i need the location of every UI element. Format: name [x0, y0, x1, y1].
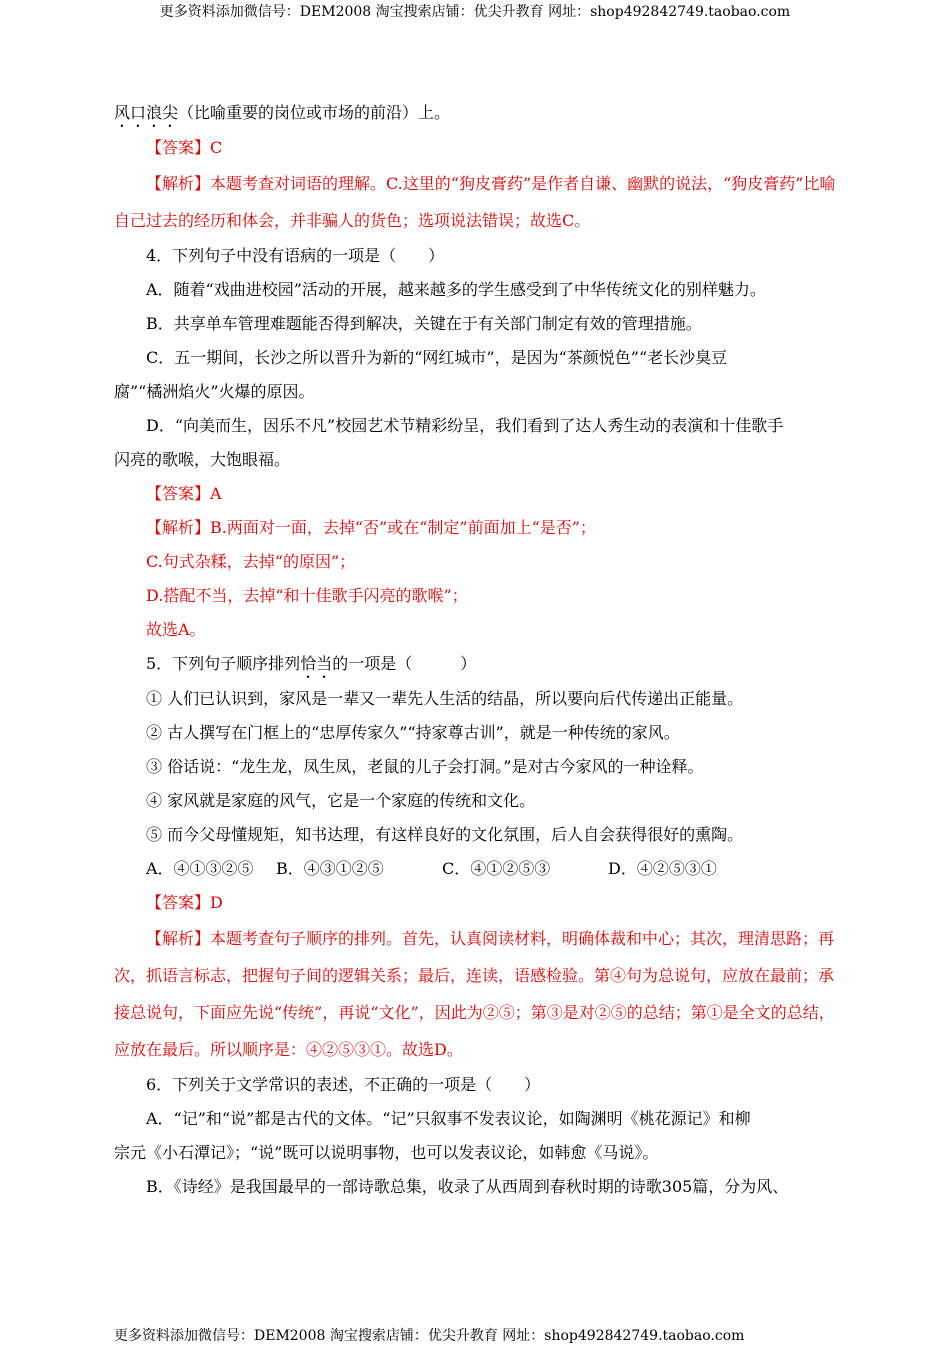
q6-stem: 6．下列关于文学常识的表述，不正确的一项是（ ）: [146, 1075, 541, 1094]
q5-sentence-1: ① 人们已认识到，家风是一辈又一辈先人生活的结晶，所以要向后代传递出正能量。: [146, 689, 744, 708]
document-body: [114, 96, 836, 1204]
q5-options: [114, 852, 836, 886]
q4-analysis-2: C.句式杂糅，去掉“的原因”；: [146, 552, 356, 571]
q5-option-a: A．④①③②⑤: [146, 859, 254, 878]
prev-answer: 【答案】C: [146, 138, 223, 157]
page-footer: 更多资料添加微信号：DEM2008 淘宝搜索店铺：优尖升教育 网址：shop492842749.taobao.com: [114, 1328, 745, 1344]
q5-stem: 5．下列句子顺序排列恰当的一项是（ ）: [146, 654, 477, 673]
q4-analysis-4: 故选A。: [146, 620, 206, 639]
q6-option-b-line1: B．《诗经》是我国最早的一部诗歌总集，收录了从西周到春秋时期的诗歌305篇，分为风、: [146, 1177, 789, 1196]
q4-answer: 【答案】A: [146, 484, 222, 503]
q5-analysis: 【解析】本题考查句子顺序的排列。首先，认真阅读材料，明确体裁和中心；其次，理清思路；再次，抓语言标志，把握句子间的逻辑关系；最后，连读，语感检验。第④句为总说句，应放在最前；承接总说句，下面应先说“传统”，再说“文化”，因此为②⑤；第③是对②⑤的总结；第①是全文的总结，应放在最后。所以顺序是：④②⑤③①。故选D。: [114, 929, 835, 1059]
q4-analysis-3: D.搭配不当，去掉“和十佳歌手闪亮的歌喉”；: [146, 586, 468, 605]
q4-option-d-line2: 闪亮的歌喉，大饱眼福。: [114, 450, 291, 469]
q6-option-a-line1: A．“记”和“说”都是古代的文体。“记”只叙事不发表议论，如陶渊明《桃花源记》和柳: [146, 1109, 751, 1128]
q5-sentence-2: ② 古人撰写在门框上的“忠厚传家久”“持家尊古训”，就是一种传统的家风。: [146, 723, 680, 742]
q5-answer: 【答案】D: [146, 893, 223, 912]
emphasized-term: 恰当: [300, 654, 333, 673]
q5-option-b: B．④③①②⑤: [276, 859, 384, 878]
page-header: 更多资料添加微信号：DEM2008 淘宝搜索店铺：优尖升教育 网址：shop492842749.taobao.com: [159, 4, 791, 20]
q4-option-b: B．共享单车管理难题能否得到解决，关键在于有关部门制定有效的管理措施。: [146, 314, 702, 333]
prev-analysis: 【解析】本题考查对词语的理解。C.这里的“狗皮膏药”是作者自谦、幽默的说法，“狗皮膏药”比喻自己过去的经历和体会，并非骗人的货色；选项说法错误；故选C。: [114, 174, 836, 230]
q5-sentence-4: ④ 家风就是家庭的风气，它是一个家庭的传统和文化。: [146, 791, 536, 810]
q5-sentence-3: ③ 俗话说：“龙生龙，凤生凤，老鼠的儿子会打洞。”是对古今家风的一种诠释。: [146, 757, 704, 776]
q4-option-a: A．随着“戏曲进校园”活动的开展，越来越多的学生感受到了中华传统文化的别样魅力。: [146, 280, 766, 299]
q4-analysis-1: 【解析】B.两面对一面，去掉“否”或在“制定”前面加上“是否”；: [146, 518, 596, 537]
emphasized-term: 风口浪尖: [114, 103, 179, 122]
q4-stem: 4．下列句子中没有语病的一项是（ ）: [146, 246, 445, 265]
q6-option-a-line2: 宗元《小石潭记》；“说”既可以说明事物，也可以发表议论，如韩愈《马说》。: [114, 1143, 659, 1162]
q5-option-c: C．④①②⑤③: [442, 859, 551, 878]
q5-option-d: D．④②⑤③①: [608, 859, 717, 878]
q4-option-d-line1: D．“向美而生，因乐不凡”校园艺术节精彩纷呈，我们看到了达人秀生动的表演和十佳歌手: [146, 416, 784, 435]
prev-question-tail: 风口浪尖（比喻重要的岗位或市场的前沿）上。: [114, 103, 451, 122]
q5-sentence-5: ⑤ 而今父母懂规矩，知书达理，有这样良好的文化氛围，后人自会获得很好的熏陶。: [146, 825, 744, 844]
q4-option-c-line1: C．五一期间，长沙之所以晋升为新的“网红城市”，是因为“茶颜悦色”“老长沙臭豆: [146, 348, 728, 367]
q4-option-c-line2: 腐”“橘洲焰火”火爆的原因。: [114, 382, 315, 401]
